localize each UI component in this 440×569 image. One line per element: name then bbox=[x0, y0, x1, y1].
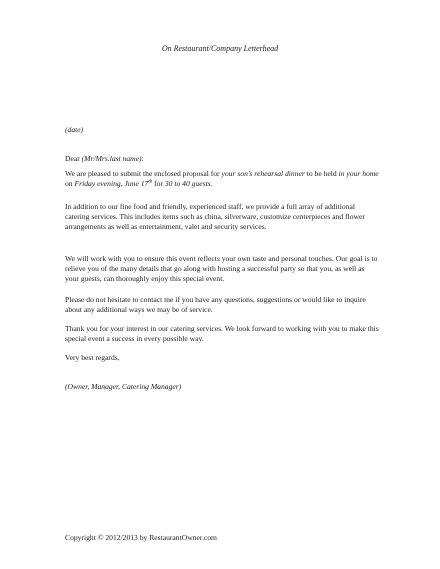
salutation-suffix: : bbox=[141, 154, 144, 163]
letterhead-placeholder: On Restaurant/Company Letterhead bbox=[161, 44, 279, 53]
signer-placeholder: (Owner, Manager, Catering Manager) bbox=[65, 382, 182, 391]
paragraph-services: In addition to our fine food and friendly, experienced staff, we provide a full array of additional catering services. This includes items such as china, silverware, customize centerpieces and flower arrangements as well as entertainment, valet and security services. bbox=[65, 202, 365, 231]
location-placeholder: in your home bbox=[338, 169, 379, 178]
paragraph-personal-touches: We will work with you to ensure this event reflects your own taste and personal touches. Our goal is to relieve you of the many details that go along with hosting a successful party so that you, as well as your guests, can thoroughly enjoy this special event. bbox=[65, 254, 378, 283]
paragraph-thanks: Thank you for your interest in our catering services. We look forward to working with you to make this special event a success in every possible way. bbox=[65, 324, 379, 343]
event-date-placeholder bbox=[75, 179, 153, 188]
copyright-footer: Copyright © 2012/2013 by RestaurantOwner.com bbox=[65, 533, 217, 542]
salutation-prefix: Dear bbox=[65, 154, 82, 163]
recipient-name-placeholder: (Mr/Mrs.last name) bbox=[81, 154, 142, 163]
paragraph-contact: Please do not hesitate to contact me if you have any questions, suggestions or would like to inquire about any additional ways we may be of service. bbox=[65, 295, 366, 314]
salutation bbox=[65, 154, 380, 164]
para1-text-b: to be held bbox=[304, 169, 337, 178]
paragraph-proposal bbox=[65, 169, 380, 189]
date-placeholder: (date) bbox=[65, 125, 84, 134]
para1-text-c: on bbox=[65, 179, 75, 188]
guest-count-placeholder: 30 to 40 guests. bbox=[164, 179, 213, 188]
event-placeholder: your son’s rehearsal dinner bbox=[221, 169, 305, 178]
event-date-text: Friday evening, June 17 bbox=[74, 179, 149, 188]
closing: Very best regards, bbox=[65, 353, 120, 362]
para1-text-d: for bbox=[152, 179, 165, 188]
event-date-suffix: th bbox=[148, 179, 153, 185]
para1-text-a: We are pleased to submit the enclosed proposal for bbox=[65, 169, 222, 178]
